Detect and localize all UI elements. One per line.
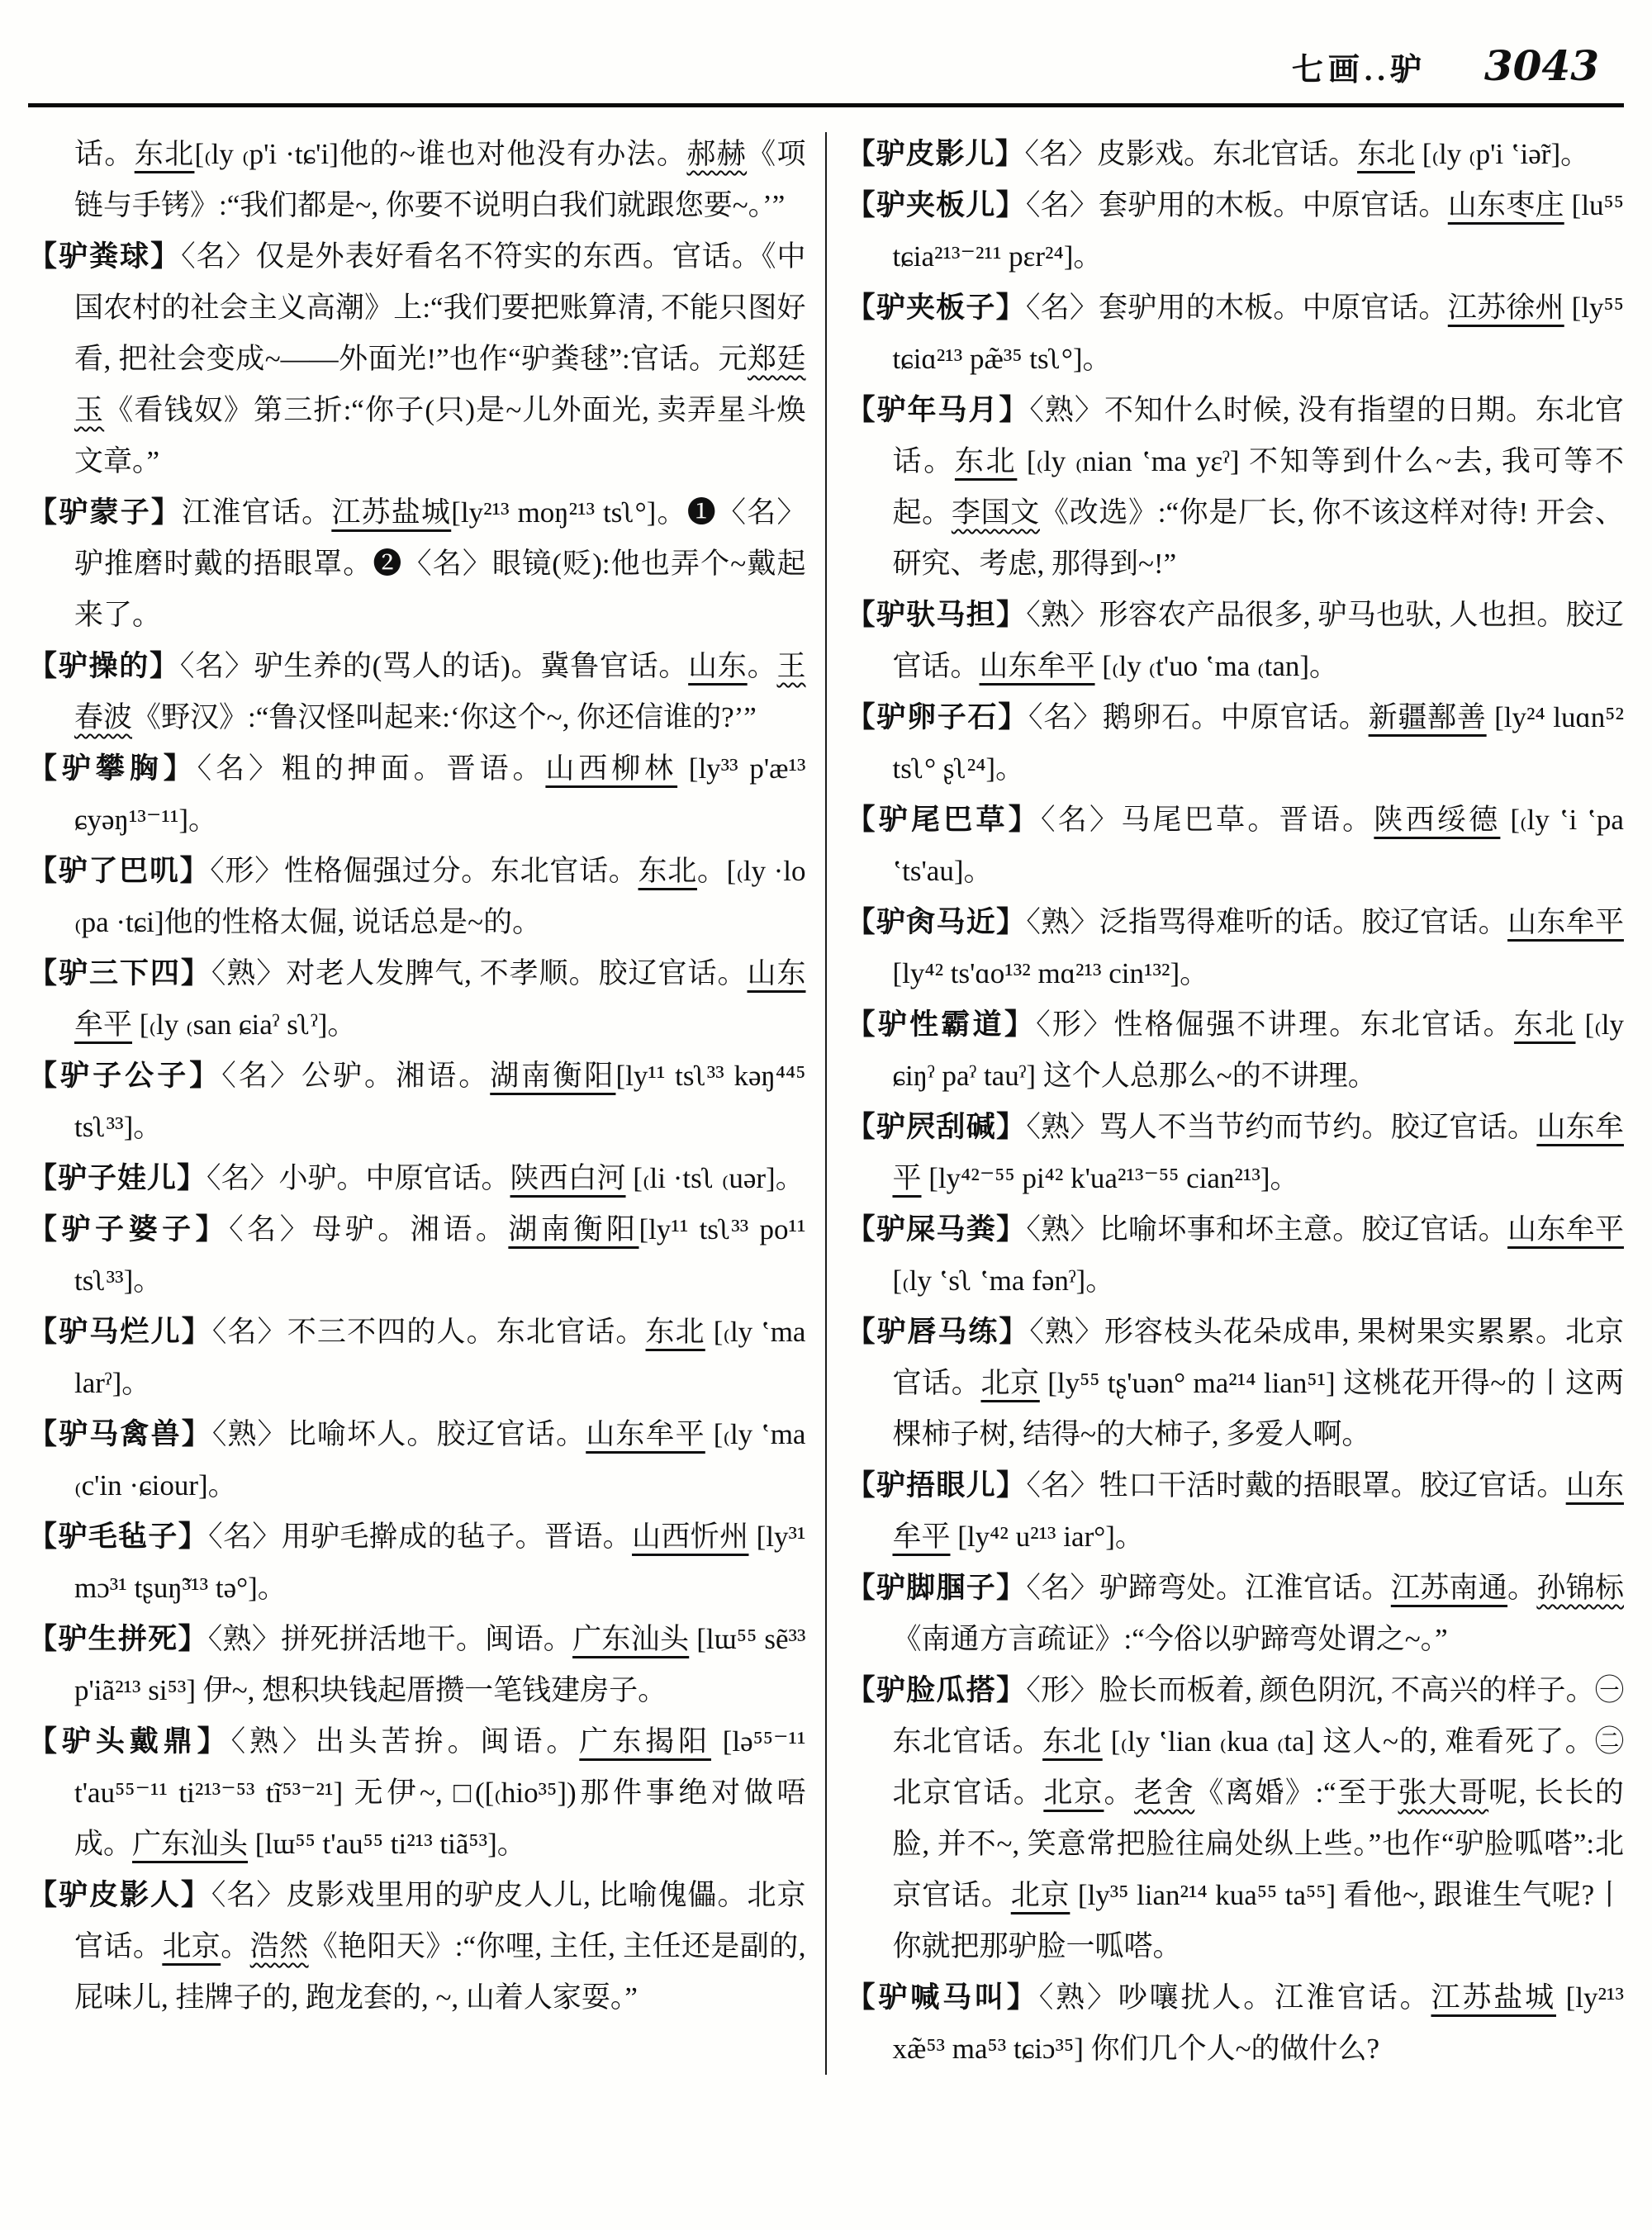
entry-text: 〈熟〉形容枝头花朵成串, 果树果实累累。北京官话。 [892,1316,1624,1399]
dictionary-entry [846,1204,1624,1307]
place-name: 东北 [638,855,697,887]
dictionary-entry [846,1307,1624,1460]
place-name: 山西忻州 [632,1521,749,1553]
entry-text: 〈熟〉比喻坏人。胶辽官话。 [211,1418,586,1450]
dictionary-entry [28,1716,806,1870]
entry-text: 〈熟〉吵嚷扰人。江淮官话。 [1038,1981,1431,2014]
entry-headword: 【驴夹板儿】 [846,189,1026,221]
dictionary-entry [28,948,806,1051]
place-name: 山西柳林 [545,752,678,785]
entry-text: 〈名〉不三不四的人。东北官话。 [211,1316,646,1348]
entry-headword: 【驴尾巴草】 [846,804,1042,836]
entry-text: [₍li ·tsʅ ₍uər]。 [625,1162,805,1194]
proper-name: 孙锦标 [1536,1572,1624,1604]
right-column [846,129,1624,2075]
dictionary-entry [28,641,806,743]
entry-text: [₍ly ɕiŋˀ paˀ tauˀ] 这个人总那么~的不讲理。 [892,1008,1624,1092]
entry-text: [₍ly ₍nian ʽma yɛˀ] 不知等到什么~去, 我可等不起。 [892,445,1624,529]
left-column [28,129,806,2075]
entry-headword: 【驴毛毡子】 [28,1521,209,1553]
entry-text: [ly³³ p'æ¹³ ɕyəŋ¹³⁻¹¹]。 [74,752,806,836]
entry-headword: 【驴驮马担】 [846,599,1027,631]
entry-text: [ly⁴² ts'ɑo¹³² mɑ²¹³ cin¹³²]。 [892,957,1209,989]
entry-text: 〈名〉套驴用的木板。中原官话。 [1025,292,1448,324]
place-name: 山东牟平 [892,1111,1624,1194]
entry-text: [₍ly ʽi ʽpa ʽts'au]。 [892,804,1624,887]
page-number: 3043 [1483,41,1599,90]
entry-text: 。 [1104,1777,1135,1809]
entry-text: 〈形〉性格倔强不讲理。东北官话。 [1036,1008,1514,1041]
place-name: 湖南衡阳 [508,1213,639,1245]
entry-text: 《艳阳天》:“你哩, 主任, 主任还是副的, 屁味儿, 挂牌子的, 跑龙套的, ~, 山着人家耍。” [74,1930,806,2014]
entry-text: 〈熟〉泛指骂得难听的话。胶辽官话。 [1026,906,1508,938]
proper-name: 浩然 [249,1930,309,1962]
entry-text: [ly¹¹ tsʅ³³ po¹¹ tsʅ³³]。 [74,1213,806,1297]
entry-text: 江淮官话。 [182,496,332,529]
entry-text: [₍ly ₍p'i ʽiə̃r]。 [1415,138,1590,170]
place-name: 东北 [954,445,1018,477]
entry-headword: 【驴三下四】 [28,957,211,989]
entry-text: [₍ly ʽma larˀ]。 [74,1316,806,1399]
entry-headword: 【驴捂眼儿】 [846,1469,1027,1502]
dictionary-entry [28,1511,806,1614]
place-name: 湖南衡阳 [490,1060,616,1092]
entry-text: 〈名〉皮影戏里用的驴皮人儿, 比喻傀儡。北京官话。 [74,1879,806,1962]
entry-text: 〈熟〉比喻坏事和坏主意。胶辽官话。 [1026,1213,1508,1245]
entry-text: [ly²⁴ luɑn⁵² tsʅ° ʂʅ²⁴]。 [892,701,1624,785]
entry-headword: 【驴蒙子】 [28,496,183,529]
entry-text: 《看钱奴》第三折:“你子(只)是~儿外面光, 卖弄星斗焕文章。” [74,394,806,477]
place-name: 东北 [1042,1725,1103,1758]
place-name: 广东汕头 [572,1623,690,1655]
entry-headword: 【驴脸瓜搭】 [846,1674,1027,1706]
entry-text: [₍ly ₍t'uo ʽma ₍tan]。 [1094,650,1339,682]
dictionary-entry [846,1972,1624,2075]
entry-text: [ly¹¹ tsʅ³³ kəŋ⁴⁴⁵ tsʅ³³]。 [74,1060,806,1143]
entry-text: [lu⁵⁵ tɕia²¹³⁻²¹¹ pɛr²⁴]。 [892,189,1624,273]
entry-headword: 【驴唇马练】 [846,1316,1030,1348]
entry-text: 。 [747,650,777,682]
entry-text: 〈名〉马尾巴草。晋语。 [1041,804,1374,836]
place-name: 北京 [980,1367,1040,1399]
dictionary-entry [28,1409,806,1511]
dictionary-entry [28,1307,806,1409]
entry-text: [ly⁴² u²¹³ iar°]。 [950,1521,1144,1553]
entry-headword: 【驴生拼死】 [28,1623,208,1655]
entry-text: 〈形〉性格倔强过分。东北官话。 [210,855,638,887]
dictionary-entry [28,1051,806,1153]
dictionary-entry [846,1460,1624,1563]
entry-headword: 【驴脚腘子】 [846,1572,1027,1604]
dictionary-entry [846,897,1624,999]
entry-text: 《离婚》:“至于 [1194,1777,1398,1809]
proper-name: 张大哥 [1398,1777,1489,1809]
proper-name: 郑廷玉 [74,343,806,426]
entry-text: 〈名〉鹅卵石。中原官话。 [1028,701,1369,733]
entry-headword: 【驴屄刮碱】 [846,1111,1027,1143]
entry-text: 呢, 长长的脸, 并不~, 笑意常把脸往扁处纵上些。”也作“驴脸呱嗒”:北京官话。 [892,1777,1624,1911]
entry-text: [ly²¹³ xæ̃⁵³ ma⁵³ tɕiɔ³⁵] 你们几个人~的做什么? [892,1981,1624,2065]
place-name: 山东牟平 [74,957,806,1041]
dictionary-entry [846,180,1624,282]
place-name: 江苏盐城 [331,496,452,529]
entry-text: 〈形〉脸长而板着, 颜色阴沉, 不高兴的样子。㊀东北官话。 [892,1674,1624,1758]
place-name: 东北 [134,138,195,170]
entry-text: [lɯ⁵⁵ sẽ³³ p'iã²¹³ si⁵³] 伊~, 想积块钱起厝攒一笔钱建房子。 [74,1623,806,1706]
place-name: 山东牟平 [1507,1213,1624,1245]
dictionary-entry [846,692,1624,795]
header-rule [28,103,1624,107]
entry-text: 〈名〉仅是外表好看名不符实的东西。官话。《中国农村的社会主义高潮》上:“我们要把账算清, 不能只图好看, 把社会变成~——外面光!”也作“驴粪毬”:官话。元 [74,240,806,375]
entry-headword: 【驴皮影儿】 [846,138,1025,170]
place-name: 北京 [162,1930,221,1962]
place-name: 东北 [645,1316,705,1348]
place-name: 东北 [1357,138,1416,170]
entry-text: [ly³⁵ lian²¹⁴ kua⁵⁵ ta⁵⁵] 看他~, 跟谁生气呢?丨你就把那驴脸一呱嗒。 [892,1879,1624,1962]
entry-text: [ly⁵⁵ tɕiɑ²¹³ pæ̃³⁵ tsʅ°]。 [892,292,1624,375]
dictionary-entry [846,999,1624,1102]
dictionary-entry [28,129,806,231]
dictionary-entry [28,1153,806,1204]
entry-text: [₍ly ₍san ɕiaˀ sʅˀ]。 [132,1008,357,1041]
column-divider [825,132,828,2075]
dictionary-entry [28,231,806,487]
place-name: 陕西白河 [510,1162,626,1194]
dictionary-entry [28,743,806,846]
place-name: 山东枣庄 [1447,189,1564,221]
entry-headword: 【驴子公子】 [28,1060,222,1092]
entry-text: 《南通方言疏证》:“今俗以驴蹄弯处谓之~。” [892,1623,1448,1655]
entry-text: 〈熟〉对老人发脾气, 不孝顺。胶辽官话。 [211,957,748,989]
entry-text: [ly²¹³ moŋ²¹³ tsʅ°]。❶〈名〉驴推磨时戴的捂眼罩。❷〈名〉眼镜(贬):他也弄个~戴起来了。 [74,496,806,631]
entry-text: [ly⁴²⁻⁵⁵ pi⁴² k'ua²¹³⁻⁵⁵ cian²¹³]。 [921,1162,1299,1194]
entry-headword: 【驴了巴叽】 [28,855,211,887]
entry-headword: 【驴粪球】 [28,240,182,273]
running-head: 七画..驴 [1291,53,1427,88]
entry-headword: 【驴马烂儿】 [28,1316,212,1348]
entry-headword: 【驴肏马近】 [846,906,1027,938]
entry-text: 〈名〉皮影戏。东北官话。 [1024,138,1358,170]
entry-headword: 【驴子婆子】 [28,1213,230,1245]
entry-text: 〈名〉母驴。湘语。 [229,1213,509,1245]
dictionary-entry [28,487,806,641]
entry-text: 〈熟〉骂人不当节约而节约。胶辽官话。 [1026,1111,1537,1143]
proper-name: 老舍 [1134,1777,1195,1809]
entry-headword: 【驴子娃儿】 [28,1162,207,1194]
proper-name: 李国文 [951,496,1040,529]
place-name: 山东牟平 [892,1469,1624,1553]
dictionary-entry [28,846,806,948]
entry-text: 〈名〉套驴用的木板。中原官话。 [1025,189,1448,221]
entry-text: 。[₍ly ·lo ₍pa ·tɕi]他的性格太倔, 说话总是~的。 [74,855,806,938]
entry-text: 〈名〉用驴毛擀成的毡子。晋语。 [208,1521,633,1553]
dictionary-entry [846,1665,1624,1972]
entry-text: 〈名〉小驴。中原官话。 [206,1162,510,1194]
dictionary-entry [28,1870,806,2024]
place-name: 陕西绥德 [1374,804,1501,836]
dictionary-entry [846,129,1624,180]
place-name: 新疆鄯善 [1368,701,1487,733]
entry-text: [lə⁵⁵⁻¹¹ t'au⁵⁵⁻¹¹ ti²¹³⁻⁵³ tĩ⁵³⁻²¹] 无伊~, □([₍hio³⁵])那件事绝对做唔成。 [74,1725,806,1860]
entry-text: 《野汉》:“鲁汉怪叫起来:‘你这个~, 你还信谁的?’” [132,701,757,733]
entry-headword: 【驴喊马叫】 [846,1981,1039,2014]
entry-text: 话。 [74,138,135,170]
entry-text: [ly⁵⁵ tʂ'uən° ma²¹⁴ lian⁵¹] 这桃花开得~的丨这两棵柿子树, 结得~的大柿子, 多爱人啊。 [892,1367,1624,1450]
dictionary-entry [28,1614,806,1716]
entry-text: 〈名〉驴蹄弯处。江淮官话。 [1026,1572,1391,1604]
dictionary-entry [846,590,1624,692]
place-name: 山东牟平 [1507,906,1624,938]
place-name: 山东牟平 [586,1418,705,1450]
entry-text: 〈名〉牲口干活时戴的捂眼罩。胶辽官话。 [1026,1469,1566,1502]
entry-headword: 【驴夹板子】 [846,292,1026,324]
entry-text: [₍ly ʽsʅ ʽma fənˀ]。 [892,1264,1115,1297]
dictionary-entry [846,282,1624,385]
entry-text: [₍ly ʽlian ₍kua ₍ta] 这人~的, 难看死了。㊁北京官话。 [892,1725,1624,1809]
entry-text: 〈熟〉不知什么时候, 没有指望的日期。东北官话。 [892,394,1624,477]
entry-headword: 【驴皮影人】 [28,1879,211,1911]
page-header [28,23,1624,98]
place-name: 北京 [1010,1879,1070,1911]
entry-text: 《改选》:“你是厂长, 你不该这样对待! 开会、研究、考虑, 那得到~!” [892,496,1624,580]
entry-headword: 【驴头戴鼎】 [28,1725,231,1758]
entry-text: 。 [221,1930,250,1962]
entry-text: 。 [1507,1572,1537,1604]
place-name: 广东揭阳 [579,1725,712,1758]
entry-headword: 【驴马禽兽】 [28,1418,212,1450]
dictionary-entry [846,385,1624,590]
entry-text: 〈名〉粗的抻面。晋语。 [197,752,546,785]
place-name: 山东牟平 [979,650,1095,682]
entry-text: 〈熟〉形容农产品很多, 驴马也驮, 人也担。胶辽官话。 [892,599,1624,682]
dictionary-entry [28,1204,806,1307]
place-name: 北京 [1043,1777,1104,1809]
entry-text: [₍ly ʽma ₍c'in ·ɕiour]。 [74,1418,806,1502]
place-name: 东北 [1513,1008,1576,1041]
entry-headword: 【驴年马月】 [846,394,1030,426]
place-name: 江苏南通 [1390,1572,1508,1604]
entry-headword: 【驴卵子石】 [846,701,1029,733]
entry-text: 〈熟〉出头苦拚。闽语。 [230,1725,580,1758]
entry-headword: 【驴操的】 [28,650,180,682]
columns [28,129,1624,2075]
dictionary-entry [846,1563,1624,1665]
entry-text: 〈名〉公驴。湘语。 [221,1060,491,1092]
entry-text: [₍ly ₍p'i ·tɕ'i]他的~谁也对他没有办法。 [194,138,687,170]
entry-headword: 【驴性霸道】 [846,1008,1037,1041]
place-name: 广东汕头 [132,1828,249,1860]
entry-headword: 【驴屎马粪】 [846,1213,1027,1245]
entry-text: [ly³¹ mɔ³¹ tʂuŋ̃³¹³ tə°]。 [74,1521,806,1604]
entry-text: [lɯ⁵⁵ t'au⁵⁵ ti²¹³ tiã⁵³]。 [248,1828,526,1860]
entry-text: 〈名〉驴生养的(骂人的话)。冀鲁官话。 [179,650,689,682]
place-name: 山东 [688,650,748,682]
entry-text: 〈熟〉拼死拼活地干。闽语。 [207,1623,573,1655]
dictionary-entry [846,795,1624,897]
dictionary-entry [846,1102,1624,1204]
proper-name: 郝赫 [686,138,748,170]
entry-text: 《项链与手铐》:“我们都是~, 你要不说明白我们就跟您要~。’” [74,138,806,221]
place-name: 江苏盐城 [1431,1981,1556,2014]
entry-headword: 【驴攀胸】 [28,752,197,785]
place-name: 江苏徐州 [1447,292,1564,324]
proper-name: 王春波 [74,650,806,733]
